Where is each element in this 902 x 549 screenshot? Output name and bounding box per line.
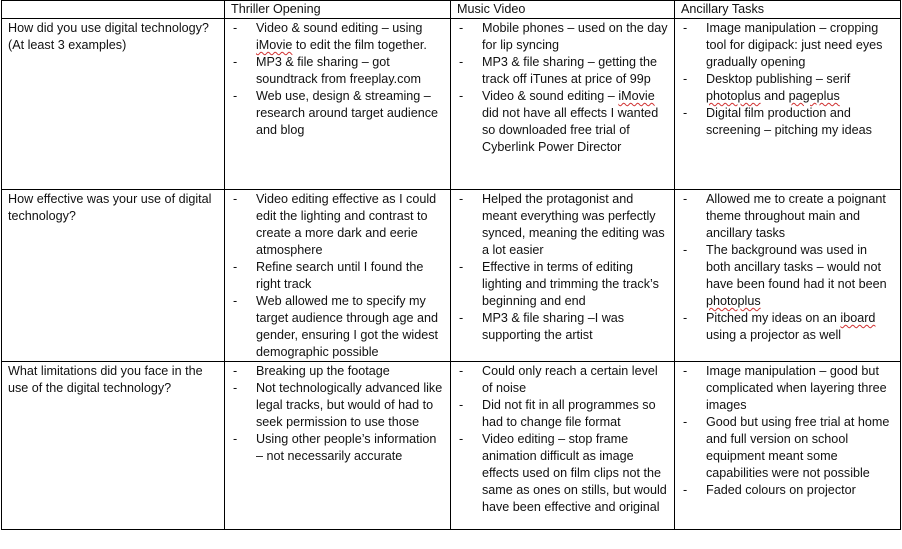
list-item: - Breaking up the footage — [231, 363, 444, 380]
list-item: - Video & sound editing – iMovie did not have all effects I wanted so downloaded free trial of Cyberlink Power Director — [457, 88, 668, 156]
list-item: - Allowed me to create a poignant theme throughout main and ancillary tasks — [681, 191, 894, 242]
bullet-list — [457, 191, 668, 344]
list-item: - Good but using free trial at home and full version on school equipment meant some capabilities were not possible — [681, 414, 894, 482]
list-item: - Video editing effective as I could edit the lighting and contrast to create a more dark and eerie atmosphere — [231, 191, 444, 259]
list-item: - Faded colours on projector — [681, 482, 894, 499]
bullet-list — [681, 191, 894, 344]
list-item: - Not technologically advanced like legal tracks, but would of had to seek permission to use those — [231, 380, 444, 431]
music-cell — [451, 362, 675, 530]
list-item: - Web allowed me to specify my target audience through age and gender, ensuring I got the widest demographic possible — [231, 293, 444, 361]
table-row — [2, 190, 901, 362]
question-cell — [2, 190, 225, 362]
list-item: - Desktop publishing – serif photoplus and pageplus — [681, 71, 894, 105]
music-cell — [451, 190, 675, 362]
header-row — [2, 1, 901, 19]
list-item: - Did not fit in all programmes so had to change file format — [457, 397, 668, 431]
list-item: - Mobile phones – used on the day for lip syncing — [457, 20, 668, 54]
list-item: - Effective in terms of editing lighting and trimming the track’s beginning and end — [457, 259, 668, 310]
list-item: - Helped the protagonist and meant everything was perfectly synced, meaning the editing was a lot easier — [457, 191, 668, 259]
list-item: - MP3 & file sharing – got soundtrack from freeplay.com — [231, 54, 444, 88]
ancillary-cell — [675, 190, 901, 362]
question-text: How did you use digital technology? (At least 3 examples) — [8, 21, 209, 52]
bullet-list — [457, 363, 668, 516]
list-item: - MP3 & file sharing –I was supporting the artist — [457, 310, 668, 344]
music-cell — [451, 19, 675, 190]
list-item: - Video editing – stop frame animation difficult as image effects used on film clips not the same as ones on stills, but would have been effective and original — [457, 431, 668, 516]
thriller-cell — [225, 190, 451, 362]
bullet-list — [231, 191, 444, 361]
list-item: - The background was used in both ancillary tasks – would not have been found had it not been photoplus — [681, 242, 894, 310]
bullet-list — [681, 363, 894, 499]
list-item: - Image manipulation – cropping tool for digipack: just need eyes gradually opening — [681, 20, 894, 71]
question-cell — [2, 362, 225, 530]
list-item: - Web use, design & streaming – research around target audience and blog — [231, 88, 444, 139]
bullet-list — [457, 20, 668, 156]
table-row — [2, 19, 901, 190]
evaluation-table — [1, 0, 901, 530]
table-row — [2, 362, 901, 530]
header-cell-question — [2, 1, 225, 19]
list-item: - Refine search until I found the right track — [231, 259, 444, 293]
bullet-list — [231, 20, 444, 139]
list-item: - Image manipulation – good but complicated when layering three images — [681, 363, 894, 414]
question-text: What limitations did you face in the use of the digital technology? — [8, 364, 203, 395]
ancillary-cell — [675, 362, 901, 530]
list-item: - Video & sound editing – using iMovie to edit the film together. — [231, 20, 444, 54]
header-cell-music: Music Video — [451, 1, 675, 19]
ancillary-cell — [675, 19, 901, 190]
list-item: - Digital film production and screening – pitching my ideas — [681, 105, 894, 139]
header-cell-thriller: Thriller Opening — [225, 1, 451, 19]
question-cell — [2, 19, 225, 190]
thriller-cell — [225, 19, 451, 190]
bullet-list — [231, 363, 444, 465]
list-item: - Pitched my ideas on an iboard using a projector as well — [681, 310, 894, 344]
list-item: - Using other people’s information – not necessarily accurate — [231, 431, 444, 465]
list-item: - Could only reach a certain level of noise — [457, 363, 668, 397]
bullet-list — [681, 20, 894, 139]
header-cell-ancillary: Ancillary Tasks — [675, 1, 901, 19]
thriller-cell — [225, 362, 451, 530]
question-text: How effective was your use of digital technology? — [8, 192, 212, 223]
list-item: - MP3 & file sharing – getting the track off iTunes at price of 99p — [457, 54, 668, 88]
